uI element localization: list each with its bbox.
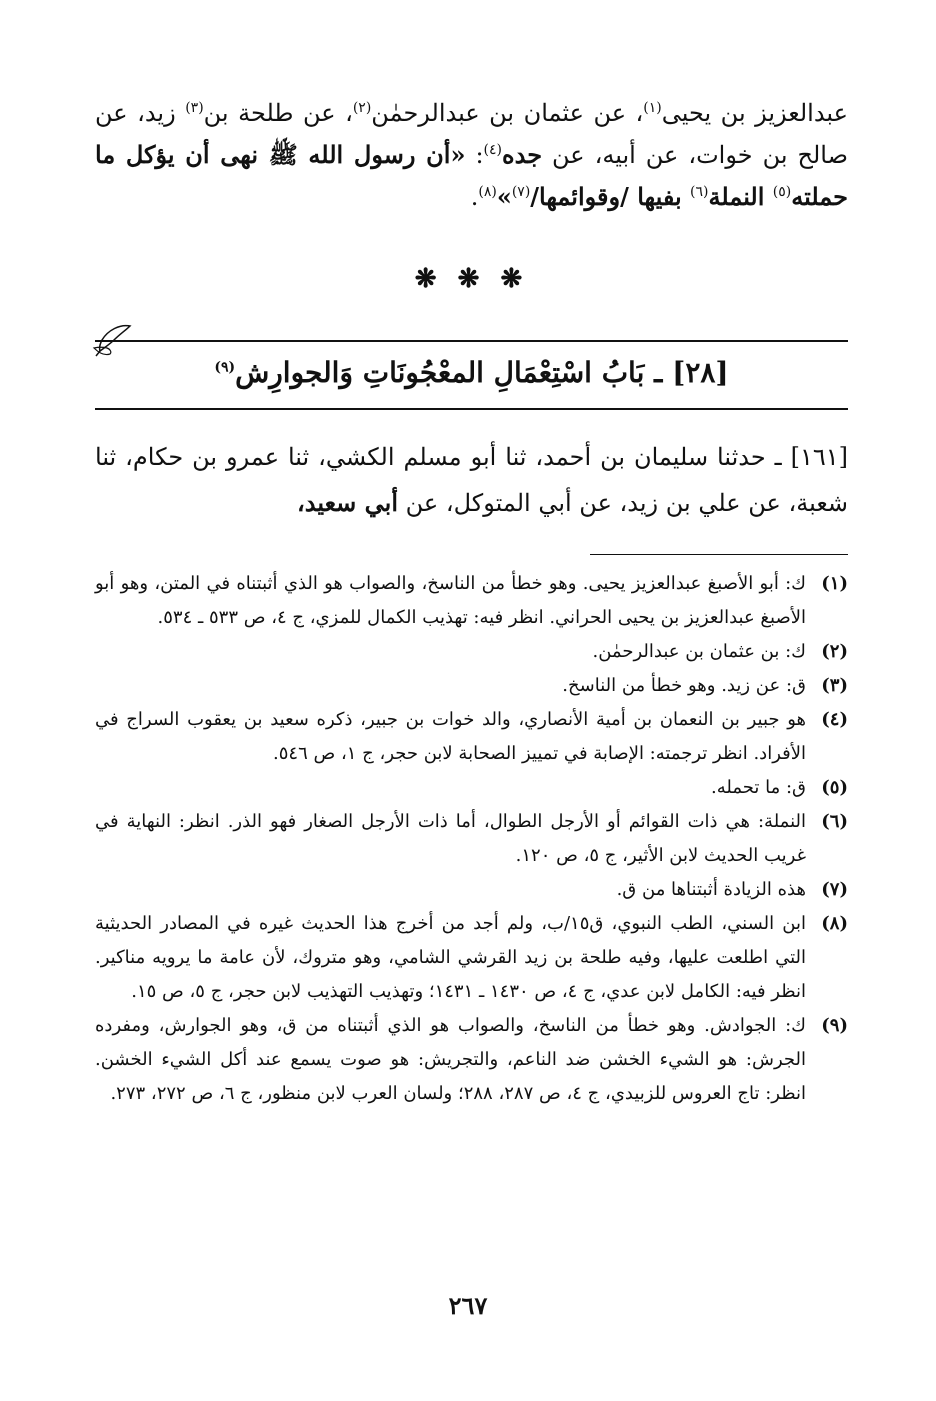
footnote-text: ق: عن زيد. وهو خطأ من الناسخ. [562, 675, 806, 696]
intro-text: ، عن طلحة بن [203, 99, 353, 127]
footnote-number: (٣) [821, 675, 848, 696]
footnote-item [95, 771, 848, 805]
footnote-text: هو جبير بن النعمان بن أمية الأنصاري، والد خوات بن جبير، ذكره سعيد بن يعقوب السراج في الأفراد. انظر ترجمته: الإصابة في تمييز الصحابة لابن حجر، ج ١، ص ٥٤٦. [95, 709, 806, 764]
hadith-quote: بفيها /وقوائمها/ [530, 182, 691, 211]
footnote-number: (٧) [821, 879, 848, 900]
footnote-number: (٤) [821, 709, 848, 730]
footnote-number: (٥) [821, 777, 848, 798]
footnote-item [95, 907, 848, 1009]
footnote-ref[interactable]: (٤) [483, 142, 503, 158]
hadith-text: [١٦١] ـ حدثنا سليمان بن أحمد، ثنا أبو مسلم الكشي، ثنا عمرو بن حكام، ثنا شعبة، عن علي بن زيد، عن أبي المتوكل، عن [95, 443, 848, 517]
footnote-number: (٢) [821, 641, 848, 662]
footnote-item [95, 1009, 848, 1111]
footnote-text: النملة: هي ذات القوائم أو الأرجل الطوال، أما ذات الأرجل الصغار فهو الذر. انظر: النهاية في غريب الحديث لابن الأثير، ج ٥، ص ١٢٠. [95, 811, 806, 866]
footnote-ref[interactable]: (٧) [511, 184, 531, 200]
footnote-ref[interactable]: (٢) [352, 100, 372, 116]
chapter-top-rule [95, 340, 848, 342]
footnote-ref[interactable]: (٦) [690, 184, 709, 200]
footnote-text: ابن السني، الطب النبوي، ق١٥/ب، ولم أجد من أخرج هذا الحديث غيره في المصادر الحديثية التي اطلعت عليها، وفيه طلحة بن زيد القرشي الشامي، وهو متروك، لأن عامة ما يرويه مناكير. انظر فيه: الكامل لابن عدي، ج ٤، ص ١٤٣٠ ـ ١٤٣١؛ وتهذيب التهذيب لابن حجر، ج ٥، ص ١٥. [95, 913, 806, 1002]
page-number: ٢٦٧ [448, 1291, 488, 1320]
intro-text: : [465, 141, 484, 169]
footnotes-list [95, 567, 848, 1111]
chapter-title-text: [٢٨] ـ بَابُ اسْتِعْمَالِ المعْجُونَاتِ وَالجوارِش [235, 356, 729, 389]
intro-text: زيد، عن صالح بن خوات، عن أبيه، عن [95, 99, 848, 169]
page-body [95, 92, 848, 1111]
chapter-header [95, 326, 848, 416]
footnote-ref[interactable]: (١) [643, 100, 662, 116]
footnote-item [95, 703, 848, 771]
footnote-divider [590, 554, 848, 555]
intro-text: ، عن عثمان بن عبدالرحمٰن [371, 99, 644, 127]
footnote-number: (٦) [821, 811, 848, 832]
footnote-ref[interactable]: (٥) [772, 184, 792, 200]
footnote-item [95, 805, 848, 873]
chapter-bottom-rule [95, 408, 848, 410]
footnote-number: (٨) [821, 913, 848, 934]
footnote-ref[interactable]: (٨) [478, 184, 497, 200]
intro-text: . [470, 183, 479, 211]
footnote-ref[interactable]: (٩) [214, 359, 236, 376]
hadith-quote: » [496, 182, 512, 211]
footnote-text: ك: أبو الأصبغ عبدالعزيز يحيى. وهو خطأ من الناسخ، والصواب هو الذي أثبتناه في المتن، وهو أبو الأصبغ عبدالعزيز بن يحيى الحراني. انظر فيه: تهذيب الكمال للمزي، ج ٤، ص ٥٣٣ ـ ٥٣٤. [95, 573, 806, 628]
footnote-text: ك: بن عثمان بن عبدالرحمٰن. [592, 641, 806, 662]
intro-bold-text: جده [502, 140, 543, 169]
footnote-ref[interactable]: (٣) [185, 100, 204, 116]
hadith-paragraph [95, 434, 848, 526]
footnote-item [95, 567, 848, 635]
footnote-text: ق: ما تحمله. [711, 777, 806, 798]
footnote-text: ك: الجوادش. وهو خطأ من الناسخ، والصواب هو الذي أثبتناه من ق، وهو الجوارش، ومفرده الجرش: هو الشيء الخشن ضد الناعم، والتجريش: هو صوت يسمع عند أكل الشيء الخشن. انظر: تاج العروس للزبيدي، ج ٤، ص ٢٨٧، ٢٨٨؛ ولسان العرب لابن منظور، ج ٦، ص ٢٧٢، ٢٧٣. [95, 1015, 806, 1104]
intro-paragraph [95, 92, 848, 218]
hadith-quote: النملة [708, 182, 773, 211]
hadith-quote: «أن رسول الله ﷺ نهى أن يؤكل ما حملته [95, 140, 848, 211]
intro-text: عبدالعزيز بن يحيى [661, 99, 848, 127]
footnote-number: (٩) [821, 1015, 848, 1036]
hadith-bold-text: أبي سعيد، [297, 488, 398, 517]
chapter-title [95, 348, 848, 398]
footnote-number: (١) [821, 573, 848, 594]
section-separator: ❋ ❋ ❋ [414, 264, 529, 294]
footnote-item [95, 669, 848, 703]
footnote-text: هذه الزيادة أثبتناها من ق. [616, 879, 806, 900]
footnote-item [95, 873, 848, 907]
footnote-item [95, 635, 848, 669]
